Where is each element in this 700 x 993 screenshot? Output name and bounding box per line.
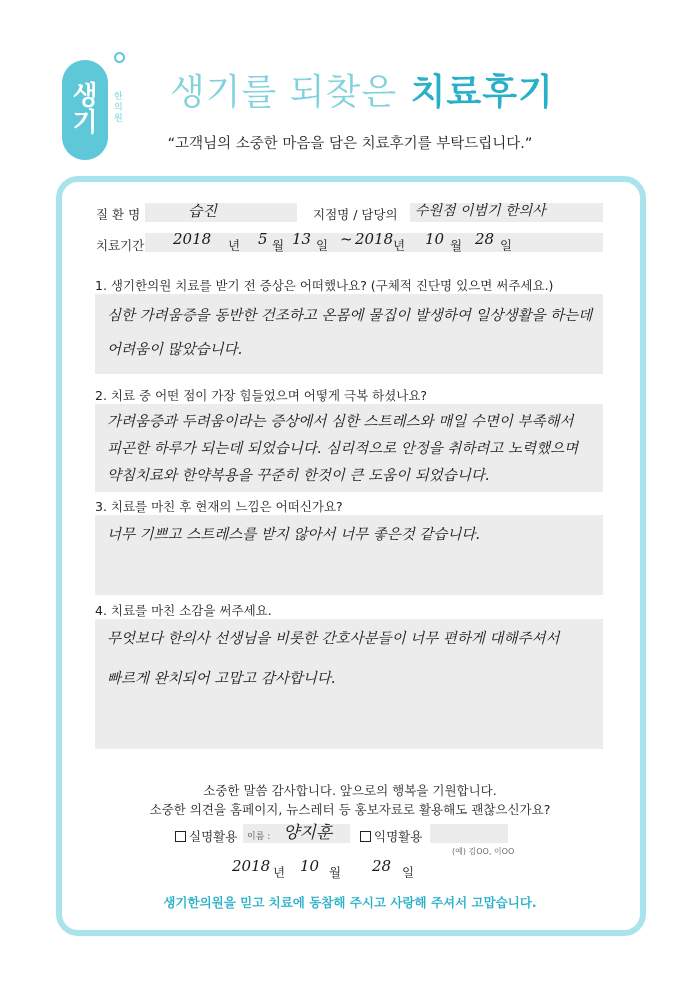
question-2: 2. 치료 중 어떤 점이 가장 힘들었으며 어떻게 극복 하셨나요? [95, 388, 428, 403]
period-month-unit-2: 월 [450, 238, 463, 253]
period-end-day: 28 [475, 230, 495, 248]
title-part2: 치료후기 [410, 72, 554, 113]
answer-2-line-1: 가려움증과 두려움이라는 증상에서 심한 스트레스와 매일 수면이 부족해서 [107, 414, 574, 430]
anonymous-checkbox[interactable] [360, 831, 371, 842]
period-label: 치료기간 [96, 238, 145, 253]
closing-line-1: 소중한 말씀 감사합니다. 앞으로의 행복을 기원합니다. [203, 783, 497, 798]
period-year-unit-2: 년 [393, 238, 406, 253]
period-tilde: ~ [340, 230, 353, 248]
period-day-unit-1: 일 [316, 238, 329, 253]
disease-label: 질 환 명 [96, 207, 141, 222]
period-start-month: 5 [258, 230, 268, 248]
period-year-unit-1: 년 [228, 238, 241, 253]
anonymous-label: 익명활용 [374, 829, 423, 844]
answer-1-area[interactable] [95, 294, 603, 374]
answer-2-line-2: 피곤한 하루가 되는데 되었습니다. 심리적으로 안정을 취하려고 노력했으며 [107, 441, 579, 457]
answer-1-line-2: 어려움이 많았습니다. [107, 342, 243, 358]
branch-label: 지점명 / 담당의 [313, 207, 398, 222]
answer-3-area[interactable] [95, 515, 603, 595]
real-name-option[interactable] [175, 827, 237, 845]
answer-4-area[interactable] [95, 619, 603, 749]
answer-4-line-2: 빠르게 완치되어 고맙고 감사합니다. [107, 671, 336, 687]
anonymous-option[interactable] [360, 827, 422, 845]
date-year: 2018 [232, 857, 271, 875]
answer-2-line-3: 약침치료와 한약복용을 꾸준히 한것이 큰 도움이 되었습니다. [107, 468, 490, 484]
real-name-checkbox[interactable] [175, 831, 186, 842]
date-year-unit: 년 [273, 865, 286, 880]
date-month-unit: 월 [329, 865, 342, 880]
period-day-unit-2: 일 [500, 238, 513, 253]
question-3: 3. 치료를 마친 후 현재의 느낌은 어떠신가요? [95, 499, 343, 514]
footer-message: 생기한의원을 믿고 치료에 동참해 주시고 사랑해 주셔서 고맙습니다. [163, 895, 537, 910]
logo-char-1: 생 [72, 80, 98, 111]
logo-char-2: 기 [72, 108, 98, 138]
date-day-unit: 일 [402, 865, 415, 880]
closing-line-2: 소중한 의견을 홈페이지, 뉴스레터 등 홍보자료로 활용해도 괜찮으신가요? [149, 802, 551, 817]
disease-field[interactable] [145, 203, 297, 222]
name-value: 양지훈 [283, 823, 333, 843]
question-4: 4. 치료를 마친 소감을 써주세요. [95, 603, 272, 618]
period-start-day: 13 [292, 230, 312, 248]
date-day: 28 [372, 857, 392, 875]
period-start-year: 2018 [173, 230, 212, 248]
page-title [170, 64, 554, 115]
anonymous-field[interactable] [430, 824, 508, 843]
logo-dot [114, 52, 125, 63]
disease-value: 습진 [188, 202, 217, 220]
logo-subtext: 한의원 [114, 92, 123, 124]
date-month: 10 [300, 857, 320, 875]
answer-1-line-1: 심한 가려움증을 동반한 건조하고 온몸에 물집이 발생하여 일상생활을 하는데 [107, 308, 593, 324]
title-part1: 생기를 되찾은 [170, 72, 398, 113]
period-end-year: 2018 [355, 230, 394, 248]
question-1: 1. 생기한의원 치료를 받기 전 증상은 어떠했나요? (구체적 진단명 있으면 써주세요.) [95, 278, 554, 293]
period-end-month: 10 [425, 230, 445, 248]
answer-2-area[interactable] [95, 404, 603, 492]
anonymous-example: (예) 김OO, 이OO [452, 847, 515, 856]
page-subtitle: “고객님의 소중한 마음을 담은 치료후기를 부탁드립니다.” [167, 136, 533, 152]
answer-3-line-1: 너무 기쁘고 스트레스를 받지 않아서 너무 좋은것 같습니다. [107, 527, 481, 543]
period-month-unit-1: 월 [272, 238, 285, 253]
answer-4-line-1: 무엇보다 한의사 선생님을 비롯한 간호사분들이 너무 편하게 대해주셔서 [107, 631, 560, 647]
real-name-label: 실명활용 [189, 829, 238, 844]
name-small-label: 이름 : [247, 832, 271, 842]
branch-value: 수원점 이범기 한의사 [415, 203, 546, 219]
